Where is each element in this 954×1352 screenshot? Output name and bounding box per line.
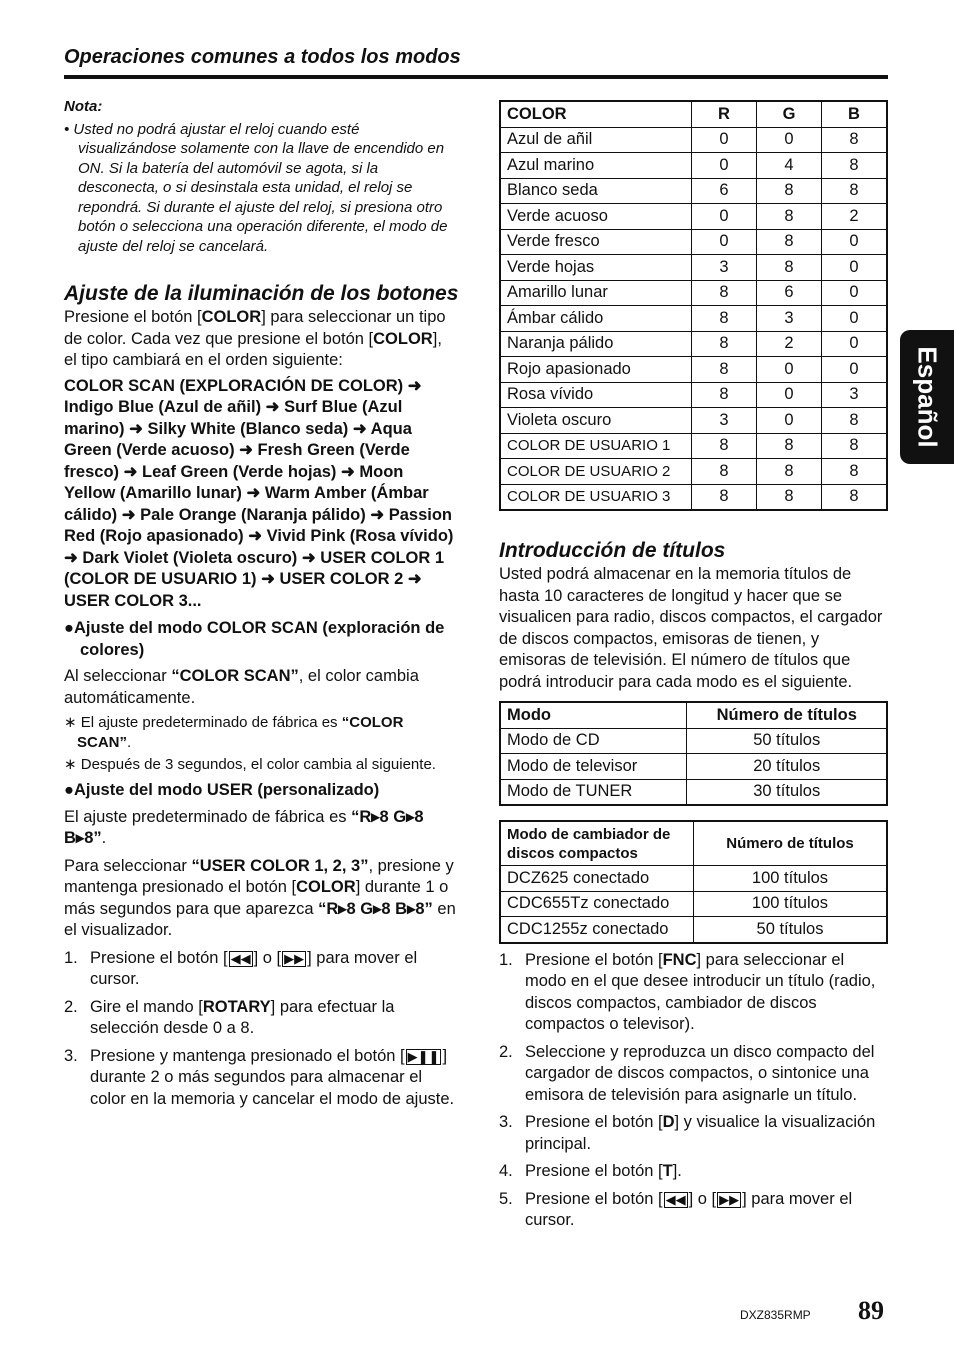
table-row: Ámbar cálido 8 3 0: [500, 306, 887, 332]
model-code: DXZ835RMP: [740, 1308, 811, 1322]
scan-text: Al seleccionar “COLOR SCAN”, el color cambia automáticamente.: [64, 667, 419, 707]
list-item: 4. Presione el botón [T].: [499, 1162, 682, 1180]
table-row: Modo de TUNER 30 títulos: [500, 779, 887, 805]
table-row: CDC655Tz conectado 100 títulos: [500, 891, 887, 917]
table-row: Naranja pálido 8 2 0: [500, 331, 887, 357]
table-row: Azul de añil 0 0 8: [500, 127, 887, 153]
table-header-cell: Número de títulos: [694, 821, 888, 866]
fast-forward-icon: ▶▶: [284, 950, 305, 966]
table-header-row: [500, 101, 887, 127]
rewind-icon: ◀◀: [665, 1191, 686, 1207]
header-rule: [64, 75, 888, 79]
table-row: Azul marino 0 4 8: [500, 153, 887, 179]
table-row: Modo de CD 50 títulos: [500, 728, 887, 754]
page-number: 89: [858, 1296, 884, 1325]
table-row: Verde hojas 3 8 0: [500, 255, 887, 281]
color-sequence: COLOR SCAN (EXPLORACIÓN DE COLOR) ➜ Indigo Blue (Azul de añil) ➜ Surf Blue (Azul marino) ➜ Silky White (Blanco seda) ➜ Aqua Green (Verde acuoso) ➜ Fresh Green (Verde fresco) ➜ Leaf Green (Verde hojas) ➜ Moon Yellow (Amarillo lunar) ➜ Warm Amber (Ámbar cálido) ➜ Pale Orange (Naranja pálido) ➜ Passion Red (Rojo apasionado) ➜ Vivid Pink (Rosa vívido) ➜ Dark Violet (Violeta oscuro) ➜ USER COLOR 1 (COLOR DE USUARIO 1) ➜ USER COLOR 2 ➜ USER COLOR 3...: [64, 376, 454, 610]
color-table: [499, 100, 888, 511]
language-tab: [900, 330, 954, 464]
list-item: 1. Presione el botón [FNC] para seleccionar el modo en el que desee introducir un título (radio, discos compactos, cambiador de discos compactos o televisor).: [499, 950, 876, 1033]
scan-note-1: ∗ El ajuste predeterminado de fábrica es “COLOR SCAN”.: [64, 714, 404, 751]
right-column: [499, 100, 888, 1232]
play-pause-icon: ▶❚❚: [407, 1048, 440, 1064]
titles-intro: Usted podrá almacenar en la memoria títulos de hasta 10 caracteres de longitud y hacer que se visualicen para radio, discos compactos, el cargador de discos compactos, emisoras de tienen, y emisoras de televisión. El número de títulos que podrá introducir para cada modo es el siguiente.: [499, 565, 883, 691]
title-steps: [499, 950, 888, 1232]
section-title-lighting: Ajuste de la iluminación de los botones: [64, 282, 459, 305]
table-row: Rojo apasionado 8 0 0: [500, 357, 887, 383]
user-heading: ●Ajuste del modo USER (personalizado): [64, 781, 380, 799]
list-item: 3. Presione el botón [D] y visualice la visualización principal.: [499, 1113, 876, 1153]
table-header-cell: B: [822, 101, 888, 127]
note-title: Nota:: [64, 98, 103, 115]
page-header-title: Operaciones comunes a todos los modos: [64, 46, 461, 68]
table-header-cell: R: [692, 101, 757, 127]
table-row: Verde acuoso 0 8 2: [500, 204, 887, 230]
language-tab-label: Español: [912, 346, 943, 448]
changer-table: [499, 820, 888, 944]
lighting-intro: Presione el botón [COLOR] para seleccionar un tipo de color. Cada vez que presione el botón [COLOR], el tipo cambiará en el orden siguiente:: [64, 308, 446, 369]
table-row: Rosa vívido 8 0 3: [500, 382, 887, 408]
section-title-titles: Introducción de títulos: [499, 539, 726, 562]
list-item: 2. Gire el mando [ROTARY] para efectuar la selección desde 0 a 8.: [64, 997, 395, 1037]
note-body: • Usted no podrá ajustar el reloj cuando esté visualizándose solamente con la llave de encendido en ON. Si la batería del automóvil se agota, si la desconecta, o si desinstala esta unidad, el reloj se repondrá. Si durante el ajuste del reloj, si presiona otro botón o selecciona una operación diferente, el modo de ajuste del reloj se cancelará.: [64, 120, 448, 255]
table-row: COLOR DE USUARIO 3 8 8 8: [500, 484, 887, 510]
table-row: Amarillo lunar 8 6 0: [500, 280, 887, 306]
fast-forward-icon: ▶▶: [719, 1191, 740, 1207]
table-row: Violeta oscuro 3 0 8: [500, 408, 887, 434]
table-header-row: [500, 821, 887, 866]
table-row: DCZ625 conectado 100 títulos: [500, 866, 887, 892]
list-item: 2. Seleccione y reproduzca un disco compacto del cargador de discos compactos, o sintonice una emisora de televisión para asignarle un título.: [499, 1042, 875, 1104]
table-row: CDC1255z conectado 50 títulos: [500, 917, 887, 943]
list-item: 3. Presione y mantenga presionado el botón [ ▶❚❚ ] durante 2 o más segundos para almacenar el color en la memoria y cancelar el modo de ajuste.: [64, 1046, 455, 1108]
table-row: Blanco seda 6 8 8: [500, 178, 887, 204]
scan-note-2: ∗ Después de 3 segundos, el color cambia al siguiente.: [64, 756, 436, 773]
user-default: El ajuste predeterminado de fábrica es “R▸8 G▸8 B▸8”.: [64, 807, 424, 847]
left-column: [64, 96, 459, 1110]
mode-table: [499, 701, 888, 806]
color-steps: [64, 948, 459, 1111]
table-header-cell: COLOR: [500, 101, 692, 127]
rewind-icon: ◀◀: [230, 950, 251, 966]
table-header-cell: G: [757, 101, 822, 127]
user-select: Para seleccionar “USER COLOR 1, 2, 3”, presione y mantenga presionado el botón [COLOR] durante 1 o más segundos para que aparezca “R▸8 G▸8 B▸8” en el visualizador.: [64, 856, 456, 939]
scan-heading: ●Ajuste del modo COLOR SCAN (exploración de colores): [64, 619, 445, 659]
table-row: COLOR DE USUARIO 2 8 8 8: [500, 459, 887, 485]
table-header-cell: Modo: [500, 702, 687, 728]
table-row: Verde fresco 0 8 0: [500, 229, 887, 255]
table-header-cell: Número de títulos: [687, 702, 887, 728]
page-header: [64, 46, 888, 79]
list-item: 1. Presione el botón [ ◀◀ ] o [ ▶▶ ] para mover el cursor.: [64, 948, 418, 988]
table-row: COLOR DE USUARIO 1 8 8 8: [500, 433, 887, 459]
table-header-row: [500, 702, 887, 728]
list-item: 5. Presione el botón [ ◀◀ ] o [ ▶▶ ] para mover el cursor.: [499, 1189, 853, 1229]
table-row: Modo de televisor 20 títulos: [500, 754, 887, 780]
table-header-cell: Modo de cambiador de discos compactos: [500, 821, 694, 866]
